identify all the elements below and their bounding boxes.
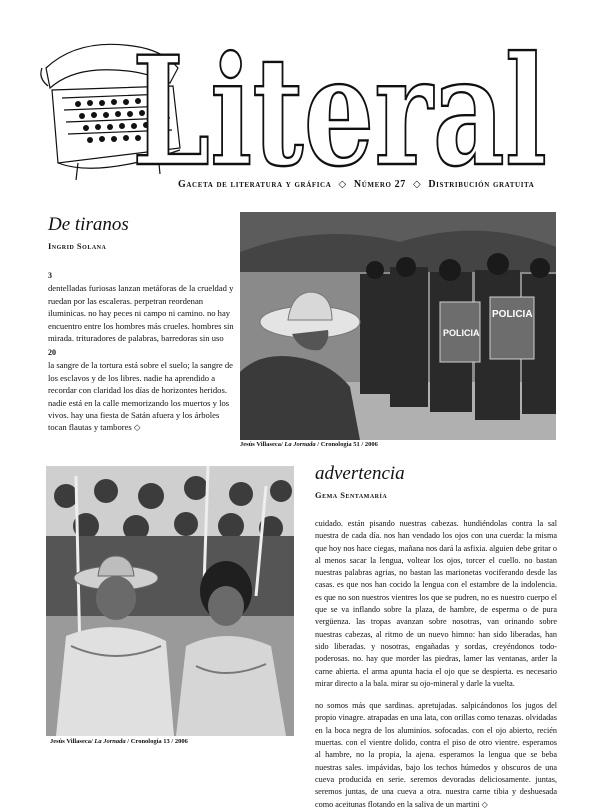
caption-author: Jesús Villaseca/ <box>240 441 283 448</box>
caption-details: / Cronología 13 / 2006 <box>127 738 188 745</box>
svg-text:Literal: Literal <box>132 36 547 176</box>
article2-author: Gema Sentamaría <box>315 490 388 500</box>
article1-section-20 <box>48 347 238 434</box>
caption-publication: La Jornada <box>94 738 126 745</box>
tagline-issue: Número 27 <box>353 179 406 190</box>
section-text: dentelladas furiosas lanzan metáforas de la crueldad y ruedan por las escaleras. perpetran reordenan iluminicas. no hay peces ni campo ni camino. no hay encuentro entre los hombres más crueles. hombres sin mirada. trituradores de palabras, barredoras sin uso <box>48 283 234 344</box>
tagline-separator: ◇ <box>412 179 422 190</box>
caption-publication: La Jornada <box>284 441 316 448</box>
article2-title: advertencia <box>315 463 405 484</box>
section-number: 3 <box>48 271 52 280</box>
photo2-caption <box>50 738 188 745</box>
tagline-gazette: Gaceta de literatura y gráfica <box>178 179 332 190</box>
caption-author: Jesús Villaseca/ <box>50 738 93 745</box>
tagline-distribution: Distribución gratuita <box>428 179 535 190</box>
section-text: la sangre de la tortura está sobre el suelo; la sangre de los esclavos y de los libres. nadie ha aprendido a recordar con claridad los días de horizontes heridos. nadie está en la calle memorizando los muertos y los vivos. hay una fiesta de Satán afuera y los árboles tocan flautas y tambores ◇ <box>48 360 233 433</box>
caption-details: / Cronología 51 / 2006 <box>317 441 378 448</box>
shield-label: POLICIA <box>443 328 480 338</box>
article1-author: Ingrid Solana <box>48 241 107 251</box>
photo-protesters <box>46 466 294 736</box>
article2-body <box>315 518 557 811</box>
literal-logo <box>128 36 553 176</box>
masthead-tagline <box>178 179 534 190</box>
section-number: 20 <box>48 348 56 357</box>
article1-section-3 <box>48 270 238 344</box>
photo1-caption <box>240 441 378 448</box>
photo-riot-police <box>240 212 556 440</box>
article2-paragraph: cuidado. están pisando nuestras cabezas. hundiéndolas contra la sal nuestra de cada día. nos han vendado los ojos con una cuerda: la misma que hoy nos hace ciegas, mañana nos dará la asfixia. alguien debe gritar o al menos sacar la lengua, voltear los ojos, torcer el cuello. no bastan nuestras palabras agrias, no bastan las marionetas vociferando desde las casas. es que nos han cocido la lengua con el estambre de la indolencia. es que no son nuestros vientres los que se pudren, no es nuestro cuerpo el que se va inflando sobre la plaza, de hambre, de esperma o de pura vergüenza. las tropas avanzan sobre nosotras, van orinando sobre nuestras cabezas, al ritmo de un nuevo himno: han sido liberadas, han sido liberadas. y nosotras, engañadas y sordas, creyéndonos todo-poderosas. no. hay que morder las piedras, lamer las ventanas, arder la carne abierta. el arma apunta hacia el ojo que se despierta. es necesario mirar directo a la bala. mirar su ojo-mineral y darle la vuelta. <box>315 519 557 688</box>
tagline-separator: ◇ <box>338 179 347 190</box>
article1-title: De tiranos <box>48 214 129 235</box>
shield-label: POLICIA <box>492 309 533 320</box>
article2-paragraph: no somos más que sardinas. apretujadas. salpicándonos los jugos del propio vinagre. atrapadas en una lata, con orillas como tenazas. olvidadas en la boca negra de los aluminios. sofocadas. con el ojo abierto, recién muertas. con el vientre dolido, contra el piso de otro vientre. esperamos al hambre, no la propia, la ajena. esperamos la lengua que se beba nuestras sales. impávidas, bajo los techos húmedos y obscuros de una cueva producida en serie. seremos devoradas deliciosamente. juntas, seremos juntas, de una cueva a otra. nuestra carne tibia y deshuesada como aceitunas flotando en la saliva de un martini ◇ <box>315 701 557 809</box>
